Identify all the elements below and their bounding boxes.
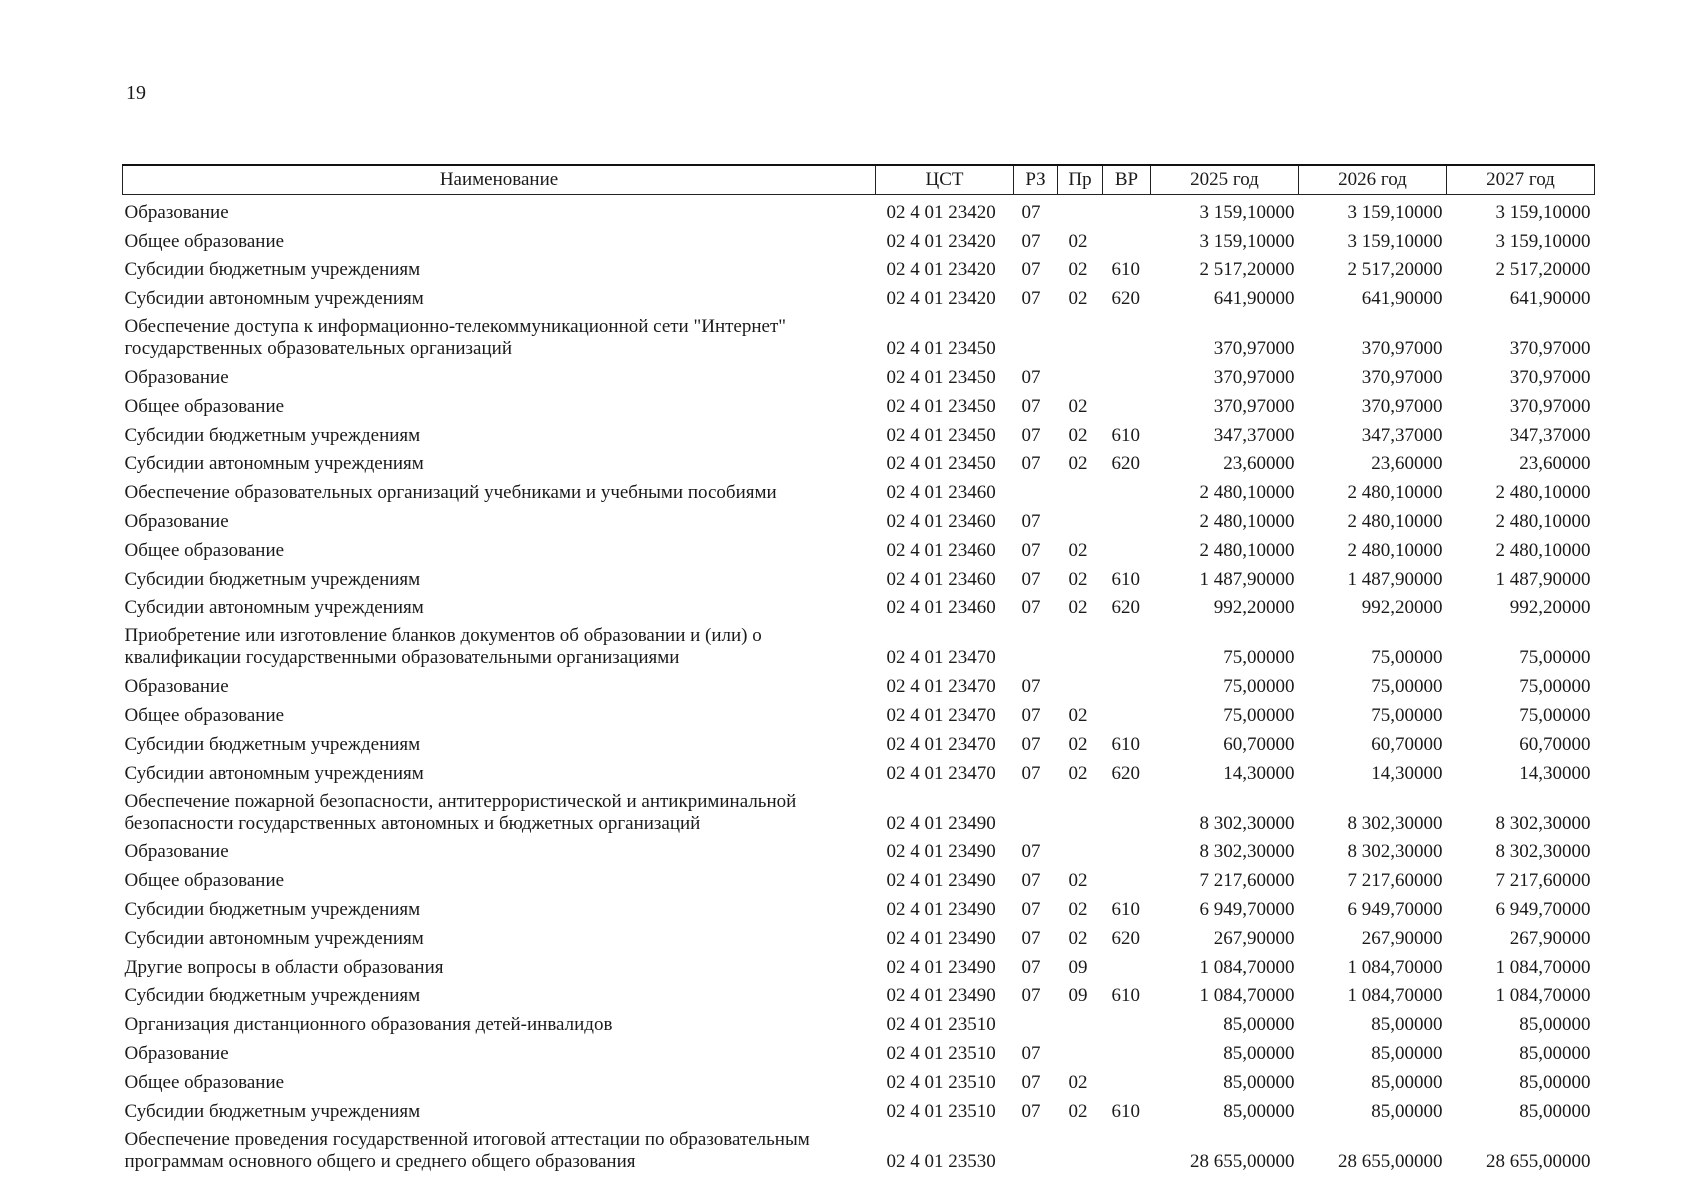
row-2026: 3 159,10000 — [1347, 230, 1443, 252]
row-pr: 02 — [1068, 453, 1088, 475]
header-pr: Пр — [1058, 165, 1103, 195]
header-cst: ЦСТ — [876, 165, 1014, 195]
table-row — [123, 281, 1595, 310]
row-name: Образование — [124, 510, 229, 532]
row-2026: 2 480,10000 — [1347, 482, 1443, 504]
row-2026: 75,00000 — [1371, 704, 1443, 726]
row-rz — [1014, 619, 1058, 669]
row-name: Общее образование — [124, 395, 285, 417]
row-2026: 2 480,10000 — [1347, 539, 1443, 561]
row-cst: 02 4 01 23460 — [886, 568, 996, 590]
row-2026: 6 949,70000 — [1347, 898, 1443, 920]
row-vr — [1103, 504, 1151, 533]
row-2027: 347,37000 — [1509, 424, 1591, 446]
row-pr — [1058, 669, 1103, 698]
row-rz: 07 — [1021, 395, 1041, 417]
row-cst: 02 4 01 23470 — [886, 762, 996, 784]
row-2025: 85,00000 — [1223, 1071, 1295, 1093]
table-row — [123, 785, 1595, 835]
row-pr: 02 — [1068, 395, 1088, 417]
row-vr: 620 — [1111, 762, 1140, 784]
row-pr: 02 — [1068, 898, 1088, 920]
row-pr: 02 — [1068, 1071, 1088, 1093]
row-cst: 02 4 01 23450 — [886, 424, 996, 446]
row-vr: 620 — [1111, 288, 1140, 310]
row-name: Субсидии бюджетным учреждениям — [124, 898, 421, 920]
row-2027: 60,70000 — [1519, 733, 1591, 755]
row-vr — [1103, 195, 1151, 224]
row-cst: 02 4 01 23490 — [886, 985, 996, 1007]
row-2026: 347,37000 — [1361, 424, 1443, 446]
row-rz: 07 — [1021, 956, 1041, 978]
row-2027: 370,97000 — [1509, 366, 1591, 388]
row-rz: 07 — [1021, 927, 1041, 949]
row-2027: 2 480,10000 — [1495, 539, 1591, 561]
row-name: Субсидии автономным учреждениям — [124, 927, 424, 949]
table-row — [123, 979, 1595, 1008]
row-cst: 02 4 01 23490 — [886, 927, 996, 949]
table-row — [123, 698, 1595, 727]
row-cst: 02 4 01 23510 — [886, 1071, 996, 1093]
row-rz: 07 — [1021, 453, 1041, 475]
row-vr — [1103, 360, 1151, 389]
row-rz: 07 — [1021, 1100, 1041, 1122]
row-vr: 620 — [1111, 597, 1140, 619]
row-name: Общее образование — [124, 870, 285, 892]
row-cst: 02 4 01 23510 — [886, 1014, 996, 1036]
row-pr: 02 — [1068, 704, 1088, 726]
row-2026: 1 487,90000 — [1347, 568, 1443, 590]
row-2025: 3 159,10000 — [1199, 230, 1295, 252]
table-row — [123, 224, 1595, 253]
row-pr: 02 — [1068, 259, 1088, 281]
row-rz: 07 — [1021, 424, 1041, 446]
row-2025: 1 084,70000 — [1199, 956, 1295, 978]
row-2025: 2 480,10000 — [1199, 510, 1295, 532]
row-2026: 85,00000 — [1371, 1100, 1443, 1122]
row-name: Общее образование — [124, 230, 285, 252]
row-name: Субсидии бюджетным учреждениям — [124, 424, 421, 446]
row-pr — [1058, 619, 1103, 669]
row-cst: 02 4 01 23530 — [886, 1150, 996, 1172]
row-vr: 610 — [1111, 1100, 1140, 1122]
row-pr — [1058, 835, 1103, 864]
row-2027: 2 517,20000 — [1495, 259, 1591, 281]
row-2026: 1 084,70000 — [1347, 956, 1443, 978]
row-name: Субсидии бюджетным учреждениям — [124, 568, 421, 590]
row-name: Образование — [124, 366, 229, 388]
row-vr: 610 — [1111, 733, 1140, 755]
row-2025: 3 159,10000 — [1199, 201, 1295, 223]
row-vr — [1103, 1123, 1151, 1173]
row-rz: 07 — [1021, 201, 1041, 223]
row-pr — [1058, 360, 1103, 389]
row-cst: 02 4 01 23420 — [886, 288, 996, 310]
table-row — [123, 475, 1595, 504]
row-rz — [1014, 1123, 1058, 1173]
row-pr: 02 — [1068, 539, 1088, 561]
table-row — [123, 533, 1595, 562]
table-row — [123, 727, 1595, 756]
row-2026: 2 480,10000 — [1347, 510, 1443, 532]
row-cst: 02 4 01 23470 — [886, 733, 996, 755]
row-cst: 02 4 01 23490 — [886, 812, 996, 834]
row-2027: 85,00000 — [1519, 1014, 1591, 1036]
row-cst: 02 4 01 23470 — [886, 676, 996, 698]
table-row — [123, 921, 1595, 950]
row-2027: 7 217,60000 — [1495, 870, 1591, 892]
row-cst: 02 4 01 23490 — [886, 956, 996, 978]
row-name: Субсидии автономным учреждениям — [124, 453, 424, 475]
row-2026: 85,00000 — [1371, 1014, 1443, 1036]
row-2025: 347,37000 — [1213, 424, 1295, 446]
row-rz: 07 — [1021, 704, 1041, 726]
row-pr: 02 — [1068, 568, 1088, 590]
row-vr — [1103, 1007, 1151, 1036]
table-row — [123, 504, 1595, 533]
row-name: Субсидии автономным учреждениям — [124, 597, 424, 619]
row-2026: 28 655,00000 — [1338, 1150, 1443, 1172]
header-rz: РЗ — [1014, 165, 1058, 195]
row-2026: 370,97000 — [1361, 366, 1443, 388]
row-vr: 610 — [1111, 568, 1140, 590]
header-2025: 2025 год — [1151, 165, 1299, 195]
row-2026: 85,00000 — [1371, 1042, 1443, 1064]
row-rz: 07 — [1021, 597, 1041, 619]
row-2027: 85,00000 — [1519, 1071, 1591, 1093]
row-name: Общее образование — [124, 1071, 285, 1093]
row-2027: 3 159,10000 — [1495, 201, 1591, 223]
row-rz — [1014, 1007, 1058, 1036]
row-vr — [1103, 475, 1151, 504]
row-vr — [1103, 224, 1151, 253]
row-2025: 8 302,30000 — [1199, 812, 1295, 834]
table-body — [123, 195, 1595, 1173]
row-2026: 60,70000 — [1371, 733, 1443, 755]
row-2027: 75,00000 — [1519, 704, 1591, 726]
header-2026: 2026 год — [1299, 165, 1447, 195]
row-name: Обеспечение доступа к информационно-телекоммуникационной сети "Интернет" государственных образовательных организаций — [124, 316, 787, 360]
row-2027: 641,90000 — [1509, 288, 1591, 310]
table-row — [123, 562, 1595, 591]
row-2027: 85,00000 — [1519, 1100, 1591, 1122]
row-cst: 02 4 01 23490 — [886, 841, 996, 863]
row-rz: 07 — [1021, 1071, 1041, 1093]
row-name: Субсидии бюджетным учреждениям — [124, 259, 421, 281]
row-2026: 75,00000 — [1371, 676, 1443, 698]
row-pr: 02 — [1068, 288, 1088, 310]
row-2027: 28 655,00000 — [1486, 1150, 1591, 1172]
row-cst: 02 4 01 23490 — [886, 870, 996, 892]
row-2027: 1 487,90000 — [1495, 568, 1591, 590]
row-2026: 85,00000 — [1371, 1071, 1443, 1093]
row-2026: 2 517,20000 — [1347, 259, 1443, 281]
row-2025: 75,00000 — [1223, 676, 1295, 698]
row-2027: 8 302,30000 — [1495, 812, 1591, 834]
row-2025: 85,00000 — [1223, 1042, 1295, 1064]
row-name: Организация дистанционного образования детей-инвалидов — [124, 1014, 613, 1036]
row-rz: 07 — [1021, 870, 1041, 892]
row-2027: 370,97000 — [1509, 395, 1591, 417]
table-row — [123, 669, 1595, 698]
row-vr: 610 — [1111, 259, 1140, 281]
table-row — [123, 1094, 1595, 1123]
row-2025: 60,70000 — [1223, 733, 1295, 755]
row-2026: 75,00000 — [1371, 647, 1443, 669]
row-pr — [1058, 195, 1103, 224]
table-row — [123, 892, 1595, 921]
row-pr: 02 — [1068, 597, 1088, 619]
row-2027: 23,60000 — [1519, 453, 1591, 475]
row-2027: 370,97000 — [1509, 338, 1591, 360]
row-pr: 02 — [1068, 1100, 1088, 1122]
table-row — [123, 418, 1595, 447]
row-vr — [1103, 310, 1151, 360]
row-pr: 02 — [1068, 762, 1088, 784]
header-vr: ВР — [1103, 165, 1151, 195]
row-pr: 02 — [1068, 424, 1088, 446]
row-2025: 267,90000 — [1213, 927, 1295, 949]
row-cst: 02 4 01 23460 — [886, 597, 996, 619]
table-row — [123, 756, 1595, 785]
row-2025: 6 949,70000 — [1199, 898, 1295, 920]
row-2025: 2 480,10000 — [1199, 539, 1295, 561]
row-cst: 02 4 01 23470 — [886, 704, 996, 726]
row-2025: 1 084,70000 — [1199, 985, 1295, 1007]
row-vr — [1103, 1036, 1151, 1065]
row-vr: 620 — [1111, 927, 1140, 949]
row-vr — [1103, 389, 1151, 418]
table-row — [123, 835, 1595, 864]
row-cst: 02 4 01 23450 — [886, 453, 996, 475]
row-name: Образование — [124, 1042, 229, 1064]
table-row — [123, 195, 1595, 224]
row-rz: 07 — [1021, 898, 1041, 920]
row-2025: 23,60000 — [1223, 453, 1295, 475]
row-vr: 610 — [1111, 985, 1140, 1007]
table-row — [123, 863, 1595, 892]
row-2026: 8 302,30000 — [1347, 812, 1443, 834]
row-2027: 6 949,70000 — [1495, 898, 1591, 920]
row-pr: 02 — [1068, 230, 1088, 252]
row-2025: 370,97000 — [1213, 338, 1295, 360]
row-2025: 2 480,10000 — [1199, 482, 1295, 504]
row-rz: 07 — [1021, 230, 1041, 252]
row-rz: 07 — [1021, 568, 1041, 590]
table-header — [123, 165, 1595, 195]
row-2025: 85,00000 — [1223, 1014, 1295, 1036]
row-name: Другие вопросы в области образования — [124, 956, 444, 978]
row-2025: 75,00000 — [1223, 704, 1295, 726]
row-pr: 02 — [1068, 870, 1088, 892]
row-2025: 85,00000 — [1223, 1100, 1295, 1122]
row-vr — [1103, 669, 1151, 698]
row-cst: 02 4 01 23420 — [886, 201, 996, 223]
row-2026: 3 159,10000 — [1347, 201, 1443, 223]
row-2026: 370,97000 — [1361, 338, 1443, 360]
row-vr — [1103, 619, 1151, 669]
row-rz — [1014, 310, 1058, 360]
table-row — [123, 619, 1595, 669]
row-cst: 02 4 01 23510 — [886, 1042, 996, 1064]
row-vr — [1103, 785, 1151, 835]
row-name: Обеспечение проведения государственной итоговой аттестации по образовательным программам основного общего и среднего общего образования — [124, 1128, 810, 1172]
row-vr — [1103, 698, 1151, 727]
row-name: Образование — [124, 841, 229, 863]
row-2025: 641,90000 — [1213, 288, 1295, 310]
row-rz: 07 — [1021, 676, 1041, 698]
budget-table — [122, 164, 1595, 1173]
row-2026: 7 217,60000 — [1347, 870, 1443, 892]
row-2025: 370,97000 — [1213, 366, 1295, 388]
table-row — [123, 950, 1595, 979]
row-rz — [1014, 785, 1058, 835]
row-rz: 07 — [1021, 259, 1041, 281]
row-cst: 02 4 01 23420 — [886, 230, 996, 252]
row-2025: 14,30000 — [1223, 762, 1295, 784]
row-rz — [1014, 475, 1058, 504]
row-name: Общее образование — [124, 539, 285, 561]
row-2026: 8 302,30000 — [1347, 841, 1443, 863]
row-2027: 1 084,70000 — [1495, 956, 1591, 978]
row-2027: 14,30000 — [1519, 762, 1591, 784]
row-2025: 28 655,00000 — [1190, 1150, 1295, 1172]
row-pr — [1058, 310, 1103, 360]
row-2025: 8 302,30000 — [1199, 841, 1295, 863]
row-cst: 02 4 01 23450 — [886, 395, 996, 417]
table-row — [123, 447, 1595, 476]
row-pr: 09 — [1068, 956, 1088, 978]
row-2026: 992,20000 — [1361, 597, 1443, 619]
row-name: Субсидии автономным учреждениям — [124, 288, 424, 310]
row-pr — [1058, 1036, 1103, 1065]
row-2027: 2 480,10000 — [1495, 510, 1591, 532]
table-row — [123, 389, 1595, 418]
table-row — [123, 1007, 1595, 1036]
row-name: Образование — [124, 676, 229, 698]
row-vr: 620 — [1111, 453, 1140, 475]
row-rz: 07 — [1021, 288, 1041, 310]
row-rz: 07 — [1021, 366, 1041, 388]
row-cst: 02 4 01 23470 — [886, 647, 996, 669]
row-2025: 7 217,60000 — [1199, 870, 1295, 892]
row-name: Субсидии бюджетным учреждениям — [124, 1100, 421, 1122]
row-cst: 02 4 01 23510 — [886, 1100, 996, 1122]
row-rz: 07 — [1021, 762, 1041, 784]
row-2026: 23,60000 — [1371, 453, 1443, 475]
table-row — [123, 1123, 1595, 1173]
row-2027: 2 480,10000 — [1495, 482, 1591, 504]
row-vr — [1103, 1065, 1151, 1094]
table-row — [123, 360, 1595, 389]
row-2025: 992,20000 — [1213, 597, 1295, 619]
row-cst: 02 4 01 23490 — [886, 898, 996, 920]
row-name: Общее образование — [124, 704, 285, 726]
row-pr — [1058, 475, 1103, 504]
row-rz: 07 — [1021, 510, 1041, 532]
row-pr: 09 — [1068, 985, 1088, 1007]
row-2025: 1 487,90000 — [1199, 568, 1295, 590]
table-row — [123, 1065, 1595, 1094]
row-vr: 610 — [1111, 898, 1140, 920]
row-vr — [1103, 863, 1151, 892]
row-2026: 370,97000 — [1361, 395, 1443, 417]
table-row — [123, 1036, 1595, 1065]
row-cst: 02 4 01 23460 — [886, 539, 996, 561]
row-cst: 02 4 01 23460 — [886, 510, 996, 532]
row-cst: 02 4 01 23450 — [886, 366, 996, 388]
row-2025: 75,00000 — [1223, 647, 1295, 669]
row-name: Образование — [124, 201, 229, 223]
row-pr — [1058, 785, 1103, 835]
row-vr — [1103, 835, 1151, 864]
row-2027: 1 084,70000 — [1495, 985, 1591, 1007]
row-vr: 610 — [1111, 424, 1140, 446]
row-rz: 07 — [1021, 733, 1041, 755]
row-vr — [1103, 533, 1151, 562]
row-2025: 370,97000 — [1213, 395, 1295, 417]
row-2026: 641,90000 — [1361, 288, 1443, 310]
row-2027: 267,90000 — [1509, 927, 1591, 949]
row-name: Субсидии бюджетным учреждениям — [124, 733, 421, 755]
row-2027: 8 302,30000 — [1495, 841, 1591, 863]
row-pr — [1058, 504, 1103, 533]
row-name: Субсидии бюджетным учреждениям — [124, 985, 421, 1007]
table-row — [123, 591, 1595, 620]
row-2027: 3 159,10000 — [1495, 230, 1591, 252]
row-cst: 02 4 01 23460 — [886, 482, 996, 504]
page-number: 19 — [126, 82, 146, 104]
row-pr: 02 — [1068, 733, 1088, 755]
row-cst: 02 4 01 23450 — [886, 338, 996, 360]
row-name: Обеспечение образовательных организаций учебниками и учебными пособиями — [124, 482, 777, 504]
row-2027: 75,00000 — [1519, 647, 1591, 669]
row-rz: 07 — [1021, 1042, 1041, 1064]
table-row — [123, 310, 1595, 360]
row-name: Субсидии автономным учреждениям — [124, 762, 424, 784]
row-pr — [1058, 1007, 1103, 1036]
row-2025: 2 517,20000 — [1199, 259, 1295, 281]
header-name: Наименование — [123, 165, 876, 195]
row-name: Обеспечение пожарной безопасности, антитеррористической и антикриминальной безопасности государственных автономных и бюджетных организаций — [124, 790, 797, 834]
row-cst: 02 4 01 23420 — [886, 259, 996, 281]
row-2026: 14,30000 — [1371, 762, 1443, 784]
row-2026: 267,90000 — [1361, 927, 1443, 949]
row-2027: 85,00000 — [1519, 1042, 1591, 1064]
row-rz: 07 — [1021, 841, 1041, 863]
row-rz: 07 — [1021, 539, 1041, 561]
row-name: Приобретение или изготовление бланков документов об образовании и (или) о квалификации государственными образовательными организациями — [124, 625, 762, 669]
row-rz: 07 — [1021, 985, 1041, 1007]
row-2026: 1 084,70000 — [1347, 985, 1443, 1007]
row-2027: 992,20000 — [1509, 597, 1591, 619]
header-2027: 2027 год — [1447, 165, 1595, 195]
row-vr — [1103, 950, 1151, 979]
row-2027: 75,00000 — [1519, 676, 1591, 698]
row-pr — [1058, 1123, 1103, 1173]
table-row — [123, 253, 1595, 282]
row-pr: 02 — [1068, 927, 1088, 949]
